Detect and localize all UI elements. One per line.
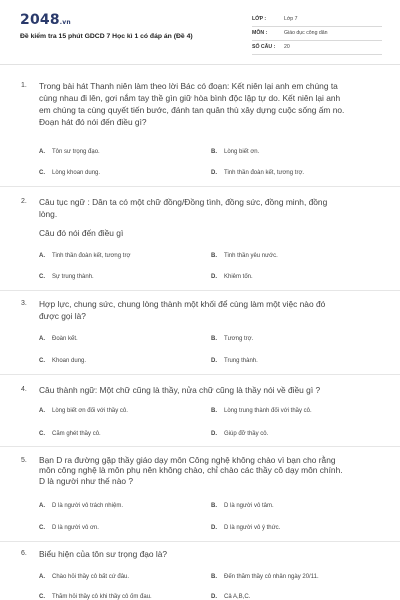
meta-row-subject bbox=[252, 27, 382, 41]
option-a[interactable]: A. D là người vô trách nhiệm. bbox=[39, 503, 123, 509]
option-c[interactable]: C. Lòng khoan dung. bbox=[39, 170, 101, 176]
option-d[interactable]: D. Khiêm tốn. bbox=[211, 274, 253, 280]
option-text: Lòng khoan dung. bbox=[52, 170, 101, 176]
header-divider bbox=[0, 64, 400, 65]
question-line: D là người như thế nào ? bbox=[39, 475, 133, 486]
document-title: Đề kiểm tra 15 phút GDCD 7 Học kì 1 có đáp án (Đề 4) bbox=[20, 33, 193, 40]
question-number: 6. bbox=[21, 550, 27, 557]
option-a[interactable]: A. Tôn sư trọng đạo. bbox=[39, 149, 100, 155]
option-text: Tinh thần đoàn kết, tương trợ bbox=[52, 253, 131, 259]
option-b[interactable]: B. Tinh thần yêu nước. bbox=[211, 253, 278, 259]
option-a[interactable]: A. Lòng biết ơn đối với thầy cô. bbox=[39, 408, 128, 414]
question-line: Trong bài hát Thanh niên làm theo lời Bác có đoạn: Kết niên lại anh em chúng ta bbox=[39, 81, 338, 91]
option-c[interactable]: C. Căm ghét thầy cô. bbox=[39, 431, 101, 437]
option-d[interactable]: D. Giúp đỡ thầy cô. bbox=[211, 431, 269, 437]
question-line: được gọi là? bbox=[39, 311, 86, 322]
option-b[interactable]: B. D là người vô tâm. bbox=[211, 503, 274, 509]
question-line: lòng. bbox=[39, 209, 58, 220]
question-line: Bạn D ra đường gặp thầy giáo dạy môn Công nghệ không chào vì bạn cho rằng bbox=[39, 455, 336, 465]
question-text bbox=[39, 196, 379, 220]
question-number: 1. bbox=[21, 82, 27, 89]
question-separator bbox=[0, 374, 400, 375]
question-line: Câu thành ngữ: Một chữ cũng là thầy, nửa chữ cũng là thầy nói về điều gì ? bbox=[39, 385, 321, 395]
meta-label: MÔN : bbox=[252, 30, 268, 36]
option-b[interactable]: B. Lòng trung thành đối với thầy cô. bbox=[211, 408, 312, 414]
option-d[interactable]: D. D là người vô ý thức. bbox=[211, 525, 281, 531]
question-text bbox=[39, 548, 379, 560]
meta-table bbox=[252, 13, 382, 55]
meta-label: SỐ CÂU : bbox=[252, 44, 276, 50]
question-separator bbox=[0, 541, 400, 542]
meta-value: Lớp 7 bbox=[284, 16, 298, 22]
page-header bbox=[0, 0, 400, 62]
question-line: Đoạn hát đó nói đến điều gì? bbox=[39, 117, 147, 128]
option-text: Thăm hỏi thầy cô khi thầy cô ốm đau. bbox=[52, 594, 152, 600]
option-c[interactable]: C. D là người vô ơn. bbox=[39, 525, 99, 531]
question-number: 4. bbox=[21, 386, 27, 393]
option-b[interactable]: B. Tương trợ. bbox=[211, 336, 254, 342]
option-text: Lòng biết ơn. bbox=[224, 149, 260, 155]
question-text bbox=[39, 455, 379, 486]
option-c[interactable]: C. Thăm hỏi thầy cô khi thầy cô ốm đau. bbox=[39, 594, 152, 600]
option-text: Cả A,B,C. bbox=[224, 594, 251, 600]
option-text: Giúp đỡ thầy cô. bbox=[224, 431, 269, 437]
option-text: Lòng biết ơn đối với thầy cô. bbox=[52, 408, 128, 414]
meta-row-class bbox=[252, 13, 382, 27]
option-text: D là người vô tâm. bbox=[224, 503, 274, 509]
option-text: Đoàn kết. bbox=[52, 336, 78, 342]
option-text: Đến thăm thầy cô nhân ngày 20/11. bbox=[224, 574, 319, 580]
meta-value: 20 bbox=[284, 44, 290, 50]
meta-value: Giáo dục công dân bbox=[284, 30, 328, 36]
option-text: Tương trợ. bbox=[224, 336, 254, 342]
option-text: Căm ghét thầy cô. bbox=[52, 431, 101, 437]
question-line: cùng nhau đi lên, gơi nắm tay thề gìn giữ hòa bình độc lập tự do. Kết niên lại anh bbox=[39, 93, 341, 104]
meta-label: LỚP : bbox=[252, 16, 267, 22]
option-text: Sự trung thành. bbox=[52, 274, 94, 280]
option-text: Tinh thần đoàn kết, tương trợ. bbox=[224, 170, 305, 176]
question-separator bbox=[0, 446, 400, 447]
option-d[interactable]: D. Tinh thần đoàn kết, tương trợ. bbox=[211, 170, 305, 176]
option-text: Khoan dung. bbox=[52, 358, 87, 364]
option-text: D là người vô ơn. bbox=[52, 525, 99, 531]
option-text: Trung thành. bbox=[224, 358, 258, 364]
option-b[interactable]: B. Đến thăm thầy cô nhân ngày 20/11. bbox=[211, 574, 319, 580]
option-a[interactable]: A. Đoàn kết. bbox=[39, 336, 78, 342]
option-text: Chào hỏi thầy cô bất cứ đâu. bbox=[52, 574, 130, 580]
question-line: Hợp lực, chung sức, chung lòng thành một khối để cùng làm một việc nào đó bbox=[39, 299, 326, 309]
option-c[interactable]: C. Khoan dung. bbox=[39, 358, 87, 364]
option-text: Khiêm tốn. bbox=[224, 274, 253, 280]
logo-main: 2048 bbox=[20, 12, 60, 28]
option-b[interactable]: B. Lòng biết ơn. bbox=[211, 149, 260, 155]
option-a[interactable]: A. Tinh thần đoàn kết, tương trợ bbox=[39, 253, 131, 259]
option-a[interactable]: A. Chào hỏi thầy cô bất cứ đâu. bbox=[39, 574, 130, 580]
logo-suffix: .vn bbox=[59, 19, 71, 26]
option-text: D là người vô ý thức. bbox=[224, 525, 281, 531]
question-separator bbox=[0, 186, 400, 187]
option-text: D là người vô trách nhiệm. bbox=[52, 503, 123, 509]
question-line: Biểu hiện của tôn sư trọng đạo là? bbox=[39, 549, 168, 559]
question-separator bbox=[0, 290, 400, 291]
question-number: 3. bbox=[21, 300, 27, 307]
question-line: em chúng ta cùng quyết tiến bước, đánh tan quân thù xây dựng cuộc sống ấm no. bbox=[39, 105, 345, 116]
meta-row-count bbox=[252, 41, 382, 55]
question-number: 5. bbox=[21, 457, 27, 464]
option-d[interactable]: D. Trung thành. bbox=[211, 358, 258, 364]
question-line: môn công nghệ là môn phụ nên không chào, chỉ chào các thầy cô dạy môn chính. bbox=[39, 465, 343, 476]
question-number: 2. bbox=[21, 198, 27, 205]
option-text: Tinh thần yêu nước. bbox=[224, 253, 278, 259]
question-line: Câu tục ngữ : Dân ta có một chữ đồng/Đồng tình, đồng sức, đồng minh, đồng bbox=[39, 197, 328, 207]
option-text: Lòng trung thành đối với thầy cô. bbox=[224, 408, 312, 414]
question-text bbox=[39, 80, 379, 128]
option-text: Tôn sư trọng đạo. bbox=[52, 149, 100, 155]
question-text bbox=[39, 298, 379, 322]
option-c[interactable]: C. Sự trung thành. bbox=[39, 274, 94, 280]
question-subtext: Câu đó nói đến điều gì bbox=[39, 228, 124, 238]
site-logo[interactable] bbox=[20, 12, 71, 28]
option-d[interactable]: D. Cả A,B,C. bbox=[211, 594, 251, 600]
question-text bbox=[39, 384, 379, 396]
